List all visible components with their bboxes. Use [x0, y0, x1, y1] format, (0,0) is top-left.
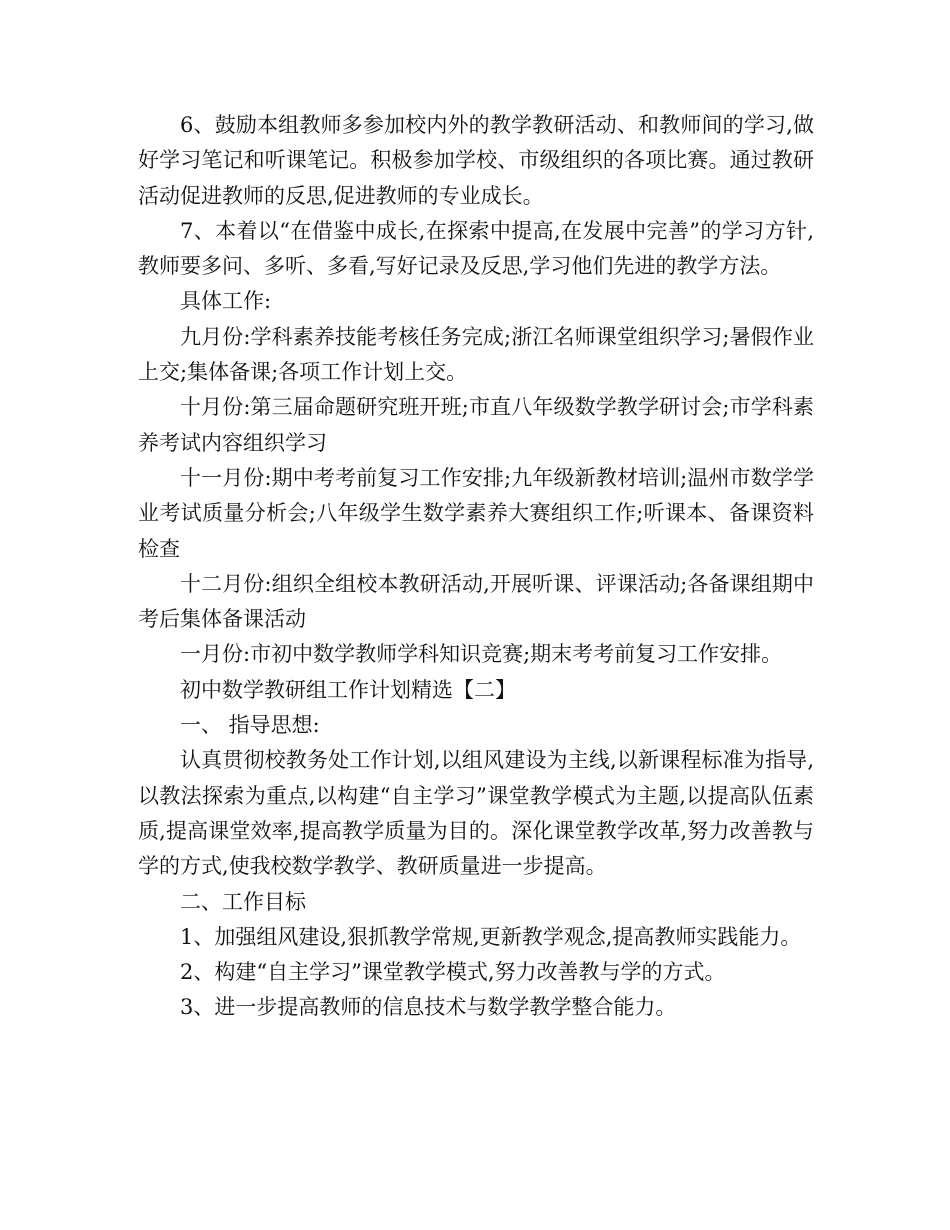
document-page [138, 108, 814, 1026]
paragraph-item-7-principle: 7、本着以“在借鉴中成长,在探索中提高,在发展中完善”的学习方针,教师要多问、多听、多看,写好记录及反思,学习他们先进的教学方法。 [138, 218, 814, 279]
specific-work-heading: 具体工作: [180, 289, 272, 314]
goal-item-1: 1、加强组风建设,狠抓教学常规,更新教学观念,提高教师实践能力。 [180, 924, 802, 949]
work-goals-heading: 二、工作目标 [180, 889, 306, 914]
november-plan: 十一月份:期中考考前复习工作安排;九年级新教材培训;温州市数学学业考试质量分析会;八年级学生数学素养大赛组织工作;听课本、备课资料检查 [138, 465, 814, 561]
december-plan: 十二月份:组织全组校本教研活动,开展听课、评课活动;各备课组期中考后集体备课活动 [138, 571, 814, 632]
section-title-plan-two: 初中数学教研组工作计划精选【二】 [180, 677, 516, 702]
october-plan: 十月份:第三届命题研究班开班;市直八年级数学教学研讨会;市学科素养考试内容组织学习 [138, 395, 814, 455]
paragraph-item-6-encourage: 6、鼓励本组教师多参加校内外的教学教研活动、和教师间的学习,做好学习笔记和听课笔记。积极参加学校、市级组织的各项比赛。通过教研活动促进教师的反思,促进教师的专业成长。 [138, 113, 814, 208]
guiding-thought-body: 认真贯彻校教务处工作计划,以组风建设为主线,以新课程标准为指导,以教法探索为重点,以构建“自主学习”课堂教学模式为主题,以提高队伍素质,提高课堂效率,提高教学质量为目的。深化课堂教学改革,努力改善教与学的方式,使我校数学教学、教研质量进一步提高。 [138, 748, 814, 879]
september-plan: 九月份:学科素养技能考核任务完成;浙江名师课堂组织学习;暑假作业上交;集体备课;各项工作计划上交。 [138, 324, 814, 385]
goal-item-2: 2、构建“自主学习”课堂教学模式,努力改善教与学的方式。 [180, 960, 726, 985]
goal-item-3: 3、进一步提高教师的信息技术与数学教学整合能力。 [180, 995, 677, 1020]
guiding-thought-heading: 一、 指导思想: [180, 713, 320, 738]
january-plan: 一月份:市初中数学教师学科知识竞赛;期末考考前复习工作安排。 [180, 642, 783, 667]
